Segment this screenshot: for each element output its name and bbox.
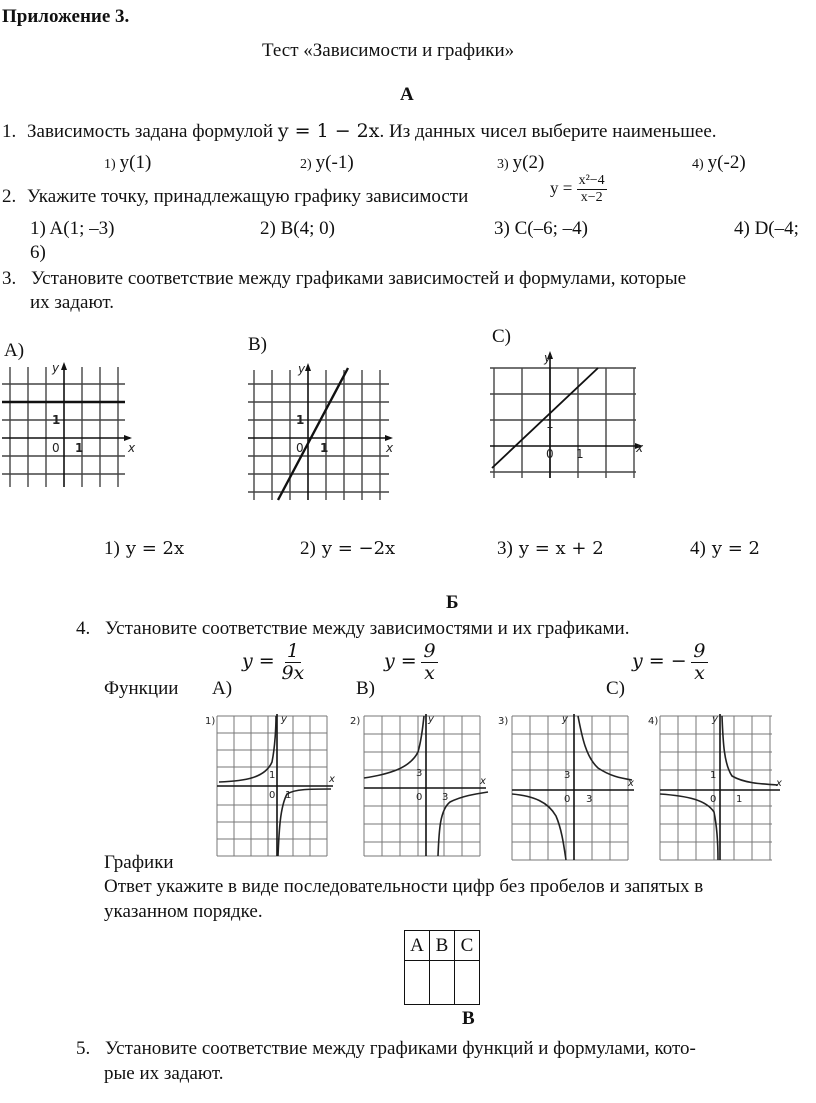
svg-text:x: x (636, 441, 644, 455)
svg-text:0: 0 (546, 447, 554, 461)
q4-graph-1 (205, 712, 337, 858)
svg-text:x: x (386, 441, 394, 455)
q1-number: 1. (2, 121, 17, 142)
svg-text:3: 3 (442, 792, 449, 803)
svg-text:y: y (281, 714, 287, 725)
graph-b-line (278, 368, 348, 500)
svg-text:2): 2) (350, 716, 361, 727)
q2-formula-lhs: y = (550, 178, 573, 198)
svg-text:0: 0 (296, 441, 304, 455)
q4-func-c-label: С) (606, 678, 625, 699)
svg-text:y: y (52, 361, 60, 375)
q4-answer-line2: указанном порядке. (104, 901, 263, 922)
svg-text:y: y (298, 362, 306, 376)
answer-cell-a[interactable] (405, 961, 430, 1005)
grid (248, 370, 389, 500)
q5-number: 5. (76, 1038, 91, 1059)
q2-text: Укажите точку, принадлежащую графику зависимости (27, 186, 469, 207)
q3-text: Установите соответствие между графиками зависимостей и формулами, которые (31, 268, 687, 289)
q5-line2: рые их задают. (104, 1063, 224, 1084)
svg-text:1: 1 (320, 441, 329, 455)
q3-formula-3: 3) y = x + 2 (497, 538, 604, 559)
q4-func-b-label: В) (356, 678, 375, 699)
section-b-heading: Б (446, 592, 459, 613)
answer-cell-c[interactable] (455, 961, 480, 1005)
q2-option-3: 3) C(–6; –4) (494, 218, 588, 239)
section-a-heading: А (400, 84, 414, 105)
svg-text:0: 0 (710, 794, 717, 805)
q4-func-c: y = − $\frac{9}{x}$ (632, 640, 706, 684)
q4-graph-2 (350, 712, 492, 858)
svg-text:3: 3 (416, 768, 423, 779)
q3-number: 3. (2, 268, 17, 289)
svg-text:1): 1) (205, 716, 216, 727)
svg-text:1: 1 (75, 441, 84, 455)
svg-text:3): 3) (498, 716, 509, 727)
svg-text:1: 1 (285, 790, 292, 801)
section-v-heading: В (462, 1008, 475, 1029)
q2-option-2: 2) B(4; 0) (260, 218, 335, 239)
q4-line (76, 618, 629, 640)
svg-text:y: y (428, 714, 434, 725)
svg-text:3: 3 (586, 794, 593, 805)
q2-formula (550, 174, 607, 205)
svg-text:y: y (544, 351, 552, 365)
q3-line2: их задают. (30, 292, 115, 313)
appendix-label: Приложение 3. (2, 6, 130, 27)
q4-func-a: y = $\frac{1}{9x}$ (242, 640, 305, 684)
q1-option-2: 2) y(-1) (300, 152, 354, 173)
q3-formula-4: 4) y = 2 (690, 538, 760, 559)
q4-graph-3 (498, 712, 640, 862)
svg-text:1: 1 (296, 413, 305, 427)
q2-option-4: 4) D(–4; (734, 218, 799, 239)
svg-text:x: x (628, 778, 634, 789)
q4-functions-label: Функции (104, 678, 179, 699)
q4-graphs-label: Графики (104, 852, 174, 873)
q4-func-b: y = $\frac{9}{x}$ (384, 640, 436, 684)
q4-func-a-label: А) (212, 678, 233, 699)
grid (490, 368, 636, 478)
svg-text:1: 1 (269, 770, 276, 781)
q2-formula-denominator: x−2 (580, 190, 603, 205)
q3-graph-label-a: А) (4, 340, 25, 361)
q2-option-1: 1) A(1; –3) (30, 218, 115, 239)
svg-text:1: 1 (546, 417, 554, 431)
svg-text:x: x (776, 778, 782, 789)
q2-number: 2. (2, 186, 17, 207)
q4-text: Установите соответствие между зависимостями и их графиками. (105, 618, 630, 639)
svg-text:0: 0 (52, 441, 60, 455)
q3-graph-b (244, 358, 399, 503)
q1-text-before: Зависимость задана формулой (27, 121, 274, 142)
q2-option-4-cont: 6) (30, 242, 46, 263)
q5-line1 (76, 1038, 696, 1060)
svg-text:3: 3 (564, 770, 571, 781)
q4-answer-table (404, 930, 480, 1005)
svg-text:1: 1 (710, 770, 717, 781)
q5-text: Установите соответствие между графиками функций и формулами, кото- (105, 1038, 696, 1059)
q3-graph-label-c: С) (492, 326, 511, 347)
svg-text:1: 1 (52, 413, 61, 427)
svg-text:1: 1 (736, 794, 743, 805)
q3-graph-c (486, 350, 651, 480)
answer-cell-b[interactable] (430, 961, 455, 1005)
q3-formula-2: 2) y = −2x (300, 538, 396, 559)
svg-text:0: 0 (564, 794, 571, 805)
q1-text-after: . Из данных чисел выберите наименьшее. (379, 121, 717, 142)
answer-header-b: В (430, 931, 455, 961)
q2-formula-numerator: x²−4 (578, 173, 605, 188)
q4-graph-4 (648, 712, 788, 862)
q1-option-1: 1) y(1) (104, 152, 152, 173)
svg-text:x: x (480, 776, 486, 787)
answer-header-c: С (455, 931, 480, 961)
q1-formula: y = 1 − 2x (277, 120, 380, 142)
svg-text:y: y (712, 714, 718, 725)
svg-text:4): 4) (648, 716, 659, 727)
q1-line (2, 120, 717, 143)
q4-answer-line1: Ответ укажите в виде последовательности цифр без пробелов и запятых в (104, 876, 704, 897)
q4-number: 4. (76, 618, 91, 639)
q1-option-3: 3) y(2) (497, 152, 545, 173)
svg-text:y: y (562, 714, 568, 725)
svg-text:x: x (329, 774, 335, 785)
answer-header-a: А (405, 931, 430, 961)
test-title: Тест «Зависимости и графики» (262, 40, 515, 61)
q3-graph-a (0, 362, 150, 492)
q2-line (2, 186, 468, 208)
q1-option-4: 4) y(-2) (692, 152, 746, 173)
q3-line1 (2, 268, 686, 290)
svg-text:1: 1 (576, 447, 584, 461)
svg-text:x: x (128, 441, 136, 455)
svg-text:0: 0 (416, 792, 423, 803)
q3-formula-1: 1) y = 2x (104, 538, 185, 559)
q3-graph-label-b: В) (248, 334, 267, 355)
svg-text:0: 0 (269, 790, 276, 801)
